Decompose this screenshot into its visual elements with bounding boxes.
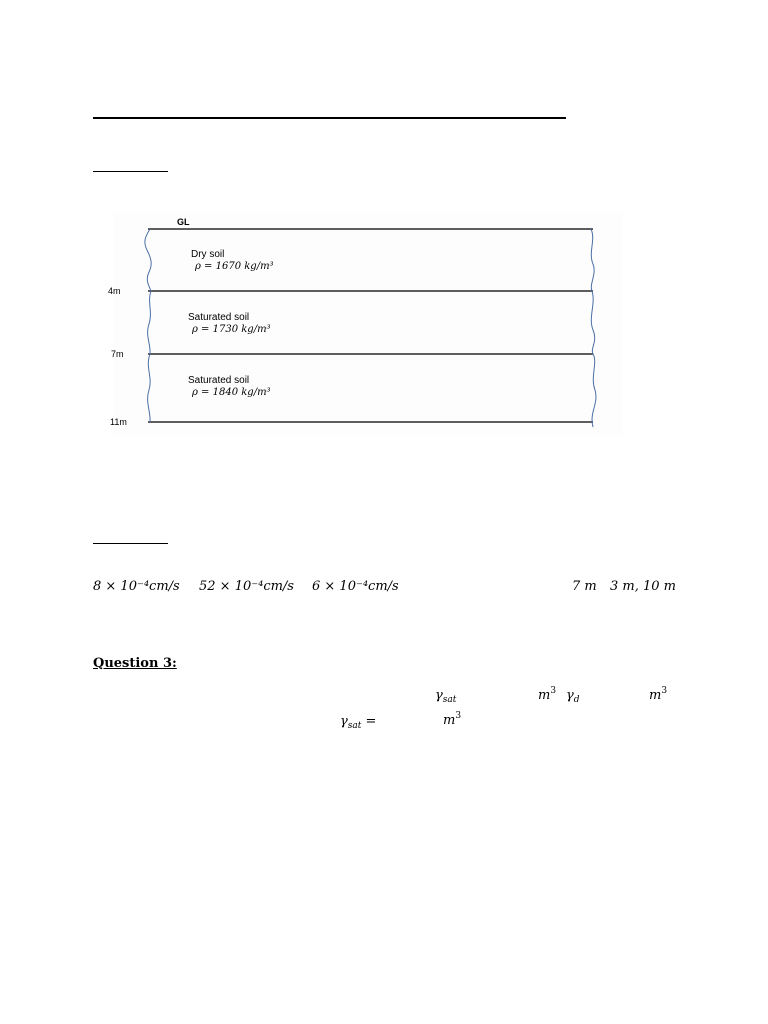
- depth-label-7m: 7m: [111, 349, 124, 359]
- question3-heading: Question 3:: [93, 656, 177, 671]
- layer-thickness-2: 3 m, 10 m: [610, 579, 676, 594]
- depth-label-4m: 4m: [108, 286, 121, 296]
- layer1-name: Dry soil: [191, 249, 225, 260]
- gamma-sat-equation: $\gamma_{sat}$ =: [340, 714, 377, 731]
- question1-heading-underline: [93, 171, 168, 172]
- layer3-density: ρ = 1840 kg/m³: [192, 387, 271, 398]
- gamma-d-symbol: $\gamma_d$: [566, 688, 580, 705]
- layer1-density: ρ = 1670 kg/m³: [195, 261, 274, 272]
- gamma-sat-symbol: $\gamma_{sat}$: [435, 688, 457, 705]
- depth-label-11m: 11m: [110, 417, 127, 427]
- title-underline: [93, 117, 566, 119]
- permeability-3: 6 × 10⁻⁴cm/s: [312, 579, 399, 594]
- soil-profile-diagram: [93, 212, 623, 437]
- unit-cubic-meter-3: $m^3$: [443, 711, 462, 728]
- layer3-name: Saturated soil: [188, 375, 250, 386]
- unit-cubic-meter-2: $m^3$: [649, 686, 668, 703]
- unit-cubic-meter-1: $m^3$: [538, 686, 557, 703]
- layer2-density: ρ = 1730 kg/m³: [192, 324, 271, 335]
- layer-thickness-1: 7 m: [572, 579, 597, 594]
- layer2-name: Saturated soil: [188, 312, 250, 323]
- permeability-1: 8 × 10⁻⁴cm/s: [93, 579, 180, 594]
- question2-heading-underline: [93, 543, 168, 544]
- ground-level-label: GL: [177, 217, 190, 227]
- permeability-2: 52 × 10⁻⁴cm/s: [199, 579, 294, 594]
